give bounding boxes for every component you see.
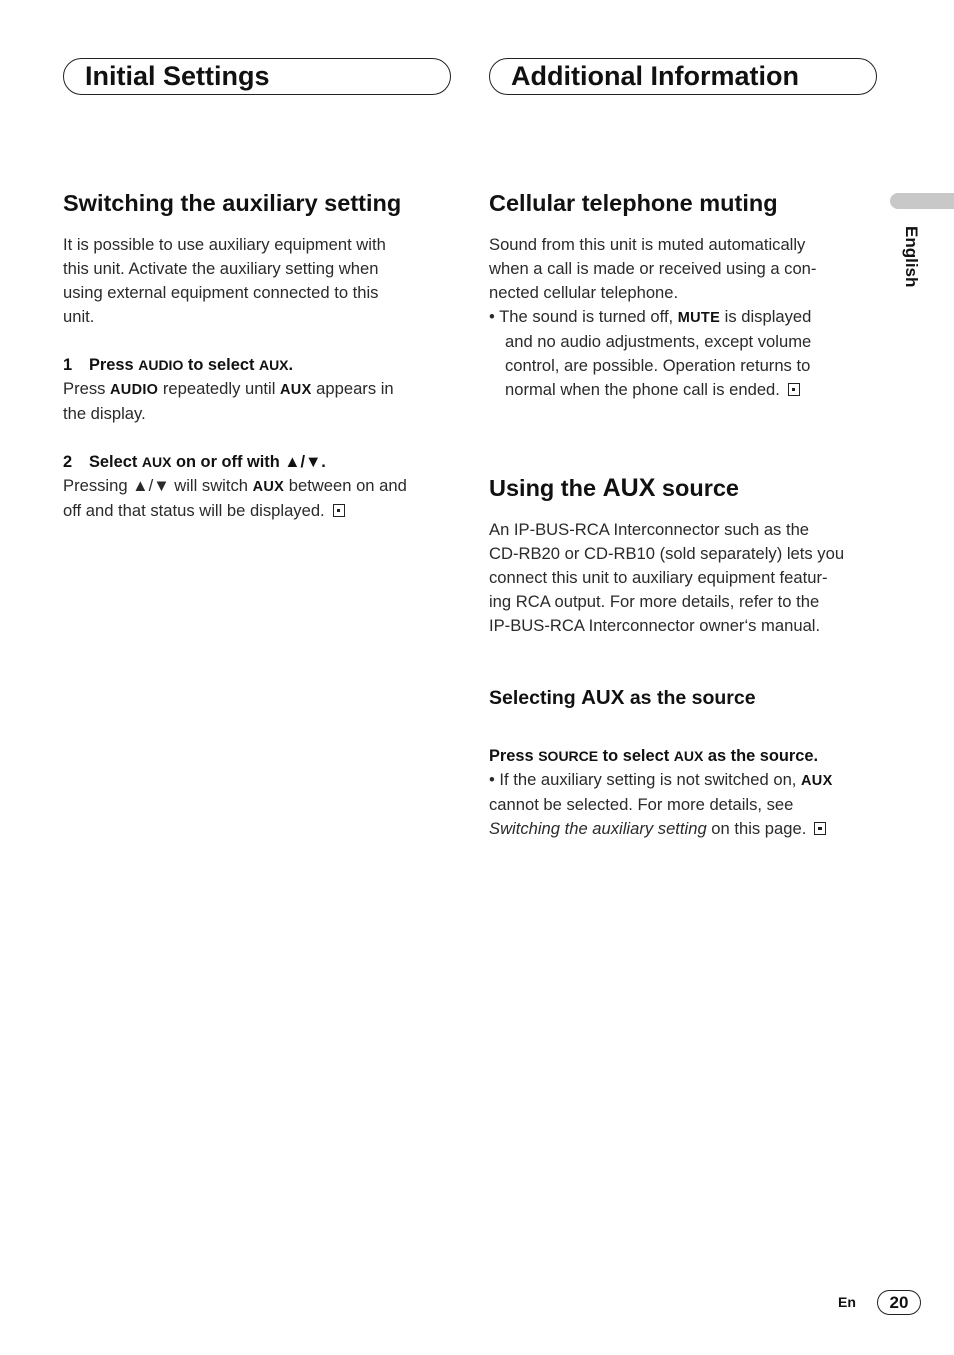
step-2-body <box>63 474 443 499</box>
step-text: . <box>288 356 294 374</box>
header-left <box>63 58 451 95</box>
aux-step <box>489 744 869 841</box>
intro-line: An IP-BUS-RCA Interconnector such as the <box>489 520 810 539</box>
end-mark-icon <box>333 504 345 517</box>
bullet-line-last <box>489 817 869 841</box>
intro-line: CD-RB20 or CD-RB10 (sold separately) lets you <box>489 544 845 563</box>
step-text: Press <box>489 747 539 765</box>
intro-line: connect this unit to auxiliary equipment featur- <box>489 568 828 587</box>
intro-line: It is possible to use auxiliary equipment with <box>63 235 386 254</box>
step-text: to select <box>598 747 674 765</box>
end-mark-icon <box>788 383 800 396</box>
step-2 <box>63 450 443 523</box>
subheading-text: as the source <box>624 687 756 709</box>
step-1-body-line2: the display. <box>63 404 146 423</box>
step-text: as the source. <box>703 747 819 765</box>
display-aux: AUX <box>252 479 285 495</box>
display-aux: AUX <box>280 382 312 398</box>
step-2-title <box>63 450 443 474</box>
section-title-additional-information: Additional Information <box>511 61 799 91</box>
heading-aux: AUX <box>602 474 656 502</box>
step-number: 1 <box>63 356 73 374</box>
intro-line: this unit. Activate the auxiliary setting when <box>63 259 379 278</box>
subheading-text: Selecting <box>489 687 582 709</box>
step-text: Press <box>89 356 139 374</box>
bullet-line: cannot be selected. For more details, see <box>489 795 794 814</box>
step-1 <box>63 353 443 426</box>
aux-step-title <box>489 744 869 768</box>
cellular-intro <box>489 233 869 402</box>
step-text: to select <box>183 356 259 374</box>
body-text: between on and <box>284 476 407 495</box>
language-label: English <box>902 226 921 288</box>
header-right <box>489 58 877 95</box>
body-text: appears in <box>311 379 394 398</box>
page-number: 20 <box>877 1290 921 1315</box>
aux-bullet <box>489 768 869 793</box>
step-2-body-line2 <box>63 499 443 523</box>
section-title-initial-settings: Initial Settings <box>85 61 270 91</box>
bullet-text: • The sound is turned off, <box>489 307 678 326</box>
key-audio: AUDIO <box>138 357 184 373</box>
bullet-text: on this page. <box>706 819 807 838</box>
display-aux: AUX <box>801 773 833 789</box>
intro-line: unit. <box>63 307 95 326</box>
cellular-bullet <box>489 305 869 330</box>
heading-cellular-muting: Cellular telephone muting <box>489 190 778 216</box>
bullet-text: is displayed <box>720 307 812 326</box>
key-aux: AUX <box>258 357 289 373</box>
bullet-text: normal when the phone call is ended. <box>505 380 780 399</box>
step-text: Select <box>89 453 142 471</box>
aux-intro <box>489 518 869 638</box>
step-text: on or off with ▲/▼. <box>171 453 326 471</box>
heading-switching-auxiliary: Switching the auxiliary setting <box>63 190 402 216</box>
intro-line: when a call is made or received using a con- <box>489 259 817 278</box>
body-text: Press <box>63 379 111 398</box>
step-number: 2 <box>63 453 73 471</box>
bullet-line-last <box>489 378 869 402</box>
bullet-line: and no audio adjustments, except volume <box>505 332 812 351</box>
key-aux: AUX <box>673 748 704 764</box>
key-aux: AUX <box>141 454 172 470</box>
switching-intro <box>63 233 443 329</box>
subheading-selecting-aux <box>489 685 869 711</box>
intro-line: Sound from this unit is muted automatically <box>489 235 806 254</box>
intro-line: nected cellular telephone. <box>489 283 679 302</box>
bullet-line: control, are possible. Operation returns to <box>505 356 811 375</box>
body-text: off and that status will be displayed. <box>63 501 325 520</box>
heading-text: Using the <box>489 475 603 501</box>
body-text: Pressing ▲/▼ will switch <box>63 476 253 495</box>
key-source: SOURCE <box>538 748 599 764</box>
step-1-body <box>63 377 443 402</box>
bullet-text: • If the auxiliary setting is not switched on, <box>489 770 802 789</box>
right-column <box>489 188 869 841</box>
heading-text: source <box>655 475 739 501</box>
end-mark-icon <box>814 822 826 835</box>
intro-line: ing RCA output. For more details, refer to the <box>489 592 820 611</box>
display-mute: MUTE <box>677 310 721 326</box>
footer-language: En <box>838 1294 856 1310</box>
intro-line: IP-BUS-RCA Interconnector owner‘s manual. <box>489 616 821 635</box>
body-text: repeatedly until <box>158 379 281 398</box>
step-1-title <box>63 353 443 377</box>
display-audio: AUDIO <box>110 382 159 398</box>
subheading-aux: AUX <box>581 686 625 709</box>
heading-using-aux-source <box>489 473 869 503</box>
intro-line: using external equipment connected to this <box>63 283 379 302</box>
left-column <box>63 188 443 523</box>
language-tab <box>890 193 954 209</box>
cross-reference: Switching the auxiliary setting <box>489 819 707 838</box>
